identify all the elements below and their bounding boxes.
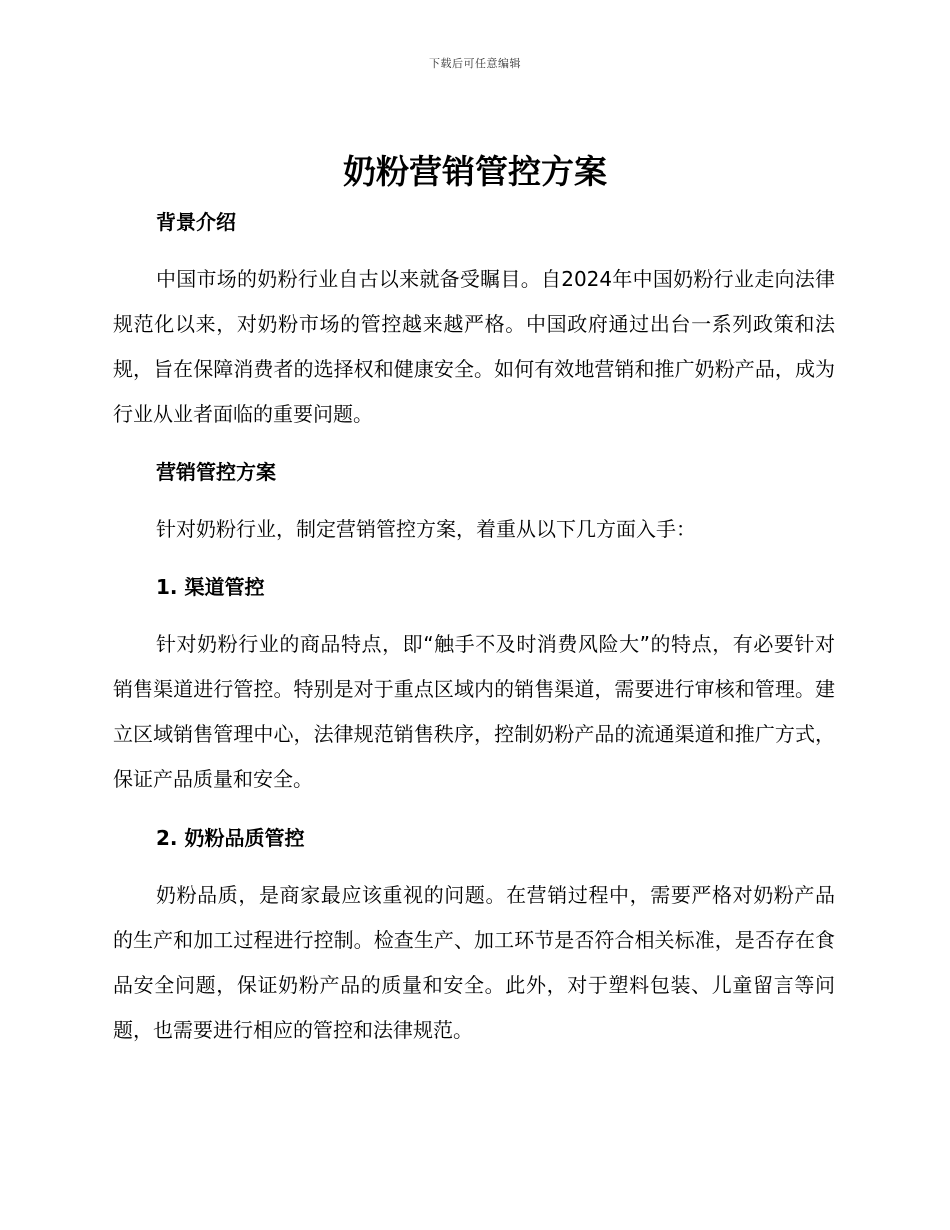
section-paragraph-channel-control: 针对奶粉行业的商品特点，即“触手不及时消费风险大”的特点，有必要针对销售渠道进行管控。特别是对于重点区域内的销售渠道，需要进行审核和管理。建立区域销售管理中心，法律规范销售秩序，控制奶粉产品的流通渠道和推广方式，保证产品质量和安全。 bbox=[113, 632, 835, 791]
section-paragraph-background: 中国市场的奶粉行业自古以来就备受瞩目。自2024年中国奶粉行业走向法律规范化以来，对奶粉市场的管控越来越严格。中国政府通过出台一系列政策和法规，旨在保障消费者的选择权和健康安全。如何有效地营销和推广奶粉产品，成为行业从业者面临的重要问题。 bbox=[113, 267, 835, 426]
document-title: 奶粉营销管控方案 bbox=[343, 152, 607, 191]
section-heading-background: 背景介绍 bbox=[156, 210, 236, 234]
section-paragraph-quality-control: 奶粉品质，是商家最应该重视的问题。在营销过程中，需要严格对奶粉产品的生产和加工过程进行控制。检查生产、加工环节是否符合相关标准，是否存在食品安全问题，保证奶粉产品的质量和安全。此外，对于塑料包装、儿童留言等问题，也需要进行相应的管控和法律规范。 bbox=[113, 883, 835, 1042]
page-header-note: 下载后可任意编辑 bbox=[429, 57, 521, 70]
section-heading-marketing-plan: 营销管控方案 bbox=[156, 460, 276, 484]
section-paragraph-marketing-plan: 针对奶粉行业，制定营销管控方案，着重从以下几方面入手： bbox=[156, 517, 696, 541]
section-heading-channel-control: 1. 渠道管控 bbox=[156, 575, 265, 599]
section-heading-quality-control: 2. 奶粉品质管控 bbox=[156, 826, 305, 850]
document-body bbox=[113, 200, 835, 1053]
